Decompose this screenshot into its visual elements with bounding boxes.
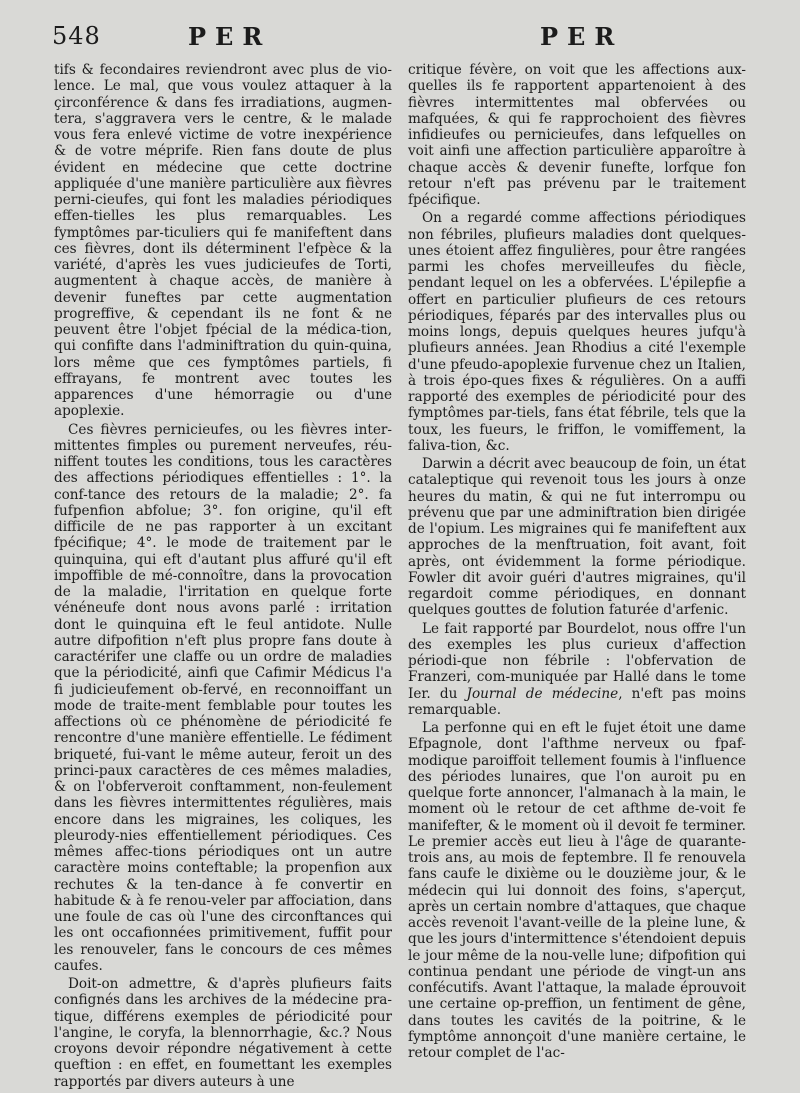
- page-header: [0, 22, 800, 58]
- paragraph: On a regardé comme affections périodiques non fébriles, plufieurs maladies dont quelques-unes étoient affez fingulières, pour être rangées parmi les chofes merveilleufes du fiècle, pendant lequel on les a obfervées. L'épilepfie a offert en particulier plufieurs de ces retours périodiques, féparés par des intervalles plus ou moins longs, depuis quelques heures jufqu'à plufieurs années. Jean Rhodius a cité l'exemple d'une pfeudo-apoplexie furvenue chez un Italien, à trois épo-ques fixes & régulières. On a auffi rapporté des exemples de périodicité pour des fymptômes par-tiels, fans état fébrile, tels que la toux, les fueurs, le friffon, le vomiffement, la faliva-tion, &c.: [408, 210, 746, 454]
- paragraph: Ces fièvres pernicieufes, ou les fièvres inter-mittentes fimples ou purement nerveufes, réu-niffent toutes les conditions, tous les caractères des affections périodiques effentielles : 1°. la conf-tance des retours de la maladie; 2°. fa fufpenfion abfolue; 3°. fon origine, qu'il eft difficile de ne pas rapporter à un excitant fpécifique; 4°. le mode de traitement par le quinquina, qui eft d'autant plus affuré qu'il eft impoffible de mé-connoître, dans la provocation de la maladie, l'irritation en quelque forte vénéneufe dont nous avons parlé : irritation dont le quinquina eft le feul antidote. Nulle autre difpofition n'eft plus propre fans doute à caractérifer une claffe ou un ordre de maladies que la périodicité, ainfi que Cafimir Médicus l'a fi judicieufement ob-fervé, en reconnoiffant un mode de traite-ment femblable pour toutes les affections où ce phénomène de périodicité fe rencontre d'une manière effentielle. Le fédiment briqueté, fui-vant le même auteur, feroit un des princi-paux caractères de ces mêmes maladies, & on l'obferveroit conftamment, non-feulement dans les fièvres intermittentes régulières, mais encore dans les migraines, les coliques, les pleurody-nies effentiellement périodiques. Ces mêmes affec-tions périodiques ont un autre caractère moins conteftable; la propenfion aux rechutes & la ten-dance à fe convertir en habitude & à fe renou-veler par affociation, dans une foule de cas où l'une des circonftances qui les ont occafionnées primitivement, fuffit pour les renouveler, fans le concours de ces mêmes caufes.: [54, 421, 392, 974]
- page-number: 548: [52, 22, 101, 50]
- running-head-right: PER: [540, 22, 624, 51]
- paragraph: La perfonne qui en eft le fujet étoit une dame Efpagnole, dont l'afthme nerveux ou fpaf-modique paroiffoit tellement foumis à l'influence des périodes lunaires, que l'on auroit pu en quelque forte annoncer, l'almanach à la main, le moment où le retour de cet afthme de-voit fe manifefter, & le moment où il devoit fe terminer. Le premier accès eut lieu à l'âge de quarante-trois ans, au mois de feptembre. Il fe renouvela fans caufe le dixième ou le douzième jour, & le médecin qui lui donnoit des foins, s'aperçut, après un certain nombre d'attaques, que chaque accès revenoit l'avant-veille de la pleine lune, & que les jours d'intermittence s'étendoient depuis le jour même de la nou-velle lune; difpofition qui continua pendant une période de vingt-un ans confécutifs. Avant l'attaque, la malade éprouvoit une certaine op-preffion, un fentiment de gêne, dans toutes les cavités de la poitrine, & le fymptôme annonçoit d'une manière certaine, le retour complet de l'ac-: [408, 720, 746, 1061]
- paragraph: critique févère, on voit que les affections aux-quelles ils fe rapportent appartenoient à des fièvres intermittentes mal obfervées ou mafquées, & qui fe rapprochoient des fièvres infidieufes ou pernicieufes, dans lefquelles on voit ainfi une affection particulière apparoître à chaque accès & devenir funefte, lorfque fon retour n'eft pas prévenu par le traitement fpécifique.: [408, 62, 746, 208]
- running-head-left: PER: [188, 22, 272, 51]
- right-column: [408, 62, 746, 1061]
- left-column: [54, 62, 392, 1090]
- paragraph: Doit-on admettre, & d'après plufieurs faits confignés dans les archives de la médecine pra-tique, différens exemples de périodicité pour l'angine, le coryfa, la blennorrhagie, &c.? Nous croyons devoir répondre négativement à cette queftion : en effet, en foumettant les exemples rapportés par divers auteurs à une: [54, 976, 392, 1090]
- paragraph-text: Le fait rapporté par Bourdelot, nous offre l'un des exemples les plus curieux d'affection périodi-que non fébrile : l'obfervation de Franzeri, com-muniquée par Hallé dans le tome Ier. du: [408, 620, 746, 702]
- paragraph: [408, 621, 746, 719]
- paragraph: Darwin a décrit avec beaucoup de foin, un état cataleptique qui revenoit tous les jours à onze heures du matin, & qui ne fut interrompu ou prévenu que par une adminiftration bien dirigée de l'opium. Les migraines qui fe manifeftent aux approches de la menftruation, foit avant, foit après, ont évidemment la forme périodique. Fowler dit avoir guéri d'autres migraines, qu'il regardoit comme périodiques, en donnant quelques gouttes de folution faturée d'arfenic.: [408, 456, 746, 619]
- journal-title: Journal de médecine: [466, 685, 619, 702]
- paragraph: tifs & fecondaires reviendront avec plus de vio-lence. Le mal, que vous voulez attaquer à la çirconférence & dans fes irradiations, augmen-tera, s'aggravera vers le centre, & le malade vous fera enlevé victime de votre inexpérience & de votre méprife. Rien fans doute de plus évident en médecine que cette doctrine appliquée d'une manière particulière aux fièvres perni-cieufes, qui font les maladies périodiques effen-tielles les plus remarquables. Les fymptômes par-ticuliers qui fe manifeftent dans ces fièvres, dont ils déterminent l'efpèce & la variété, d'après les vues judicieufes de Torti, augmentent à chaque accès, de manière à devenir funeftes par cette augmentation progreffive, & cependant ils ne font & ne peuvent être l'objet fpécial de la médica-tion, qui confifte dans l'adminiftration du quin-quina, lors même que ces fymptômes partiels, fi effrayans, fe montrent avec toutes les apparences d'une hémorragie ou d'une apoplexie.: [54, 62, 392, 420]
- paragraph-tail: , n'eft pas moins remarquable.: [408, 685, 746, 718]
